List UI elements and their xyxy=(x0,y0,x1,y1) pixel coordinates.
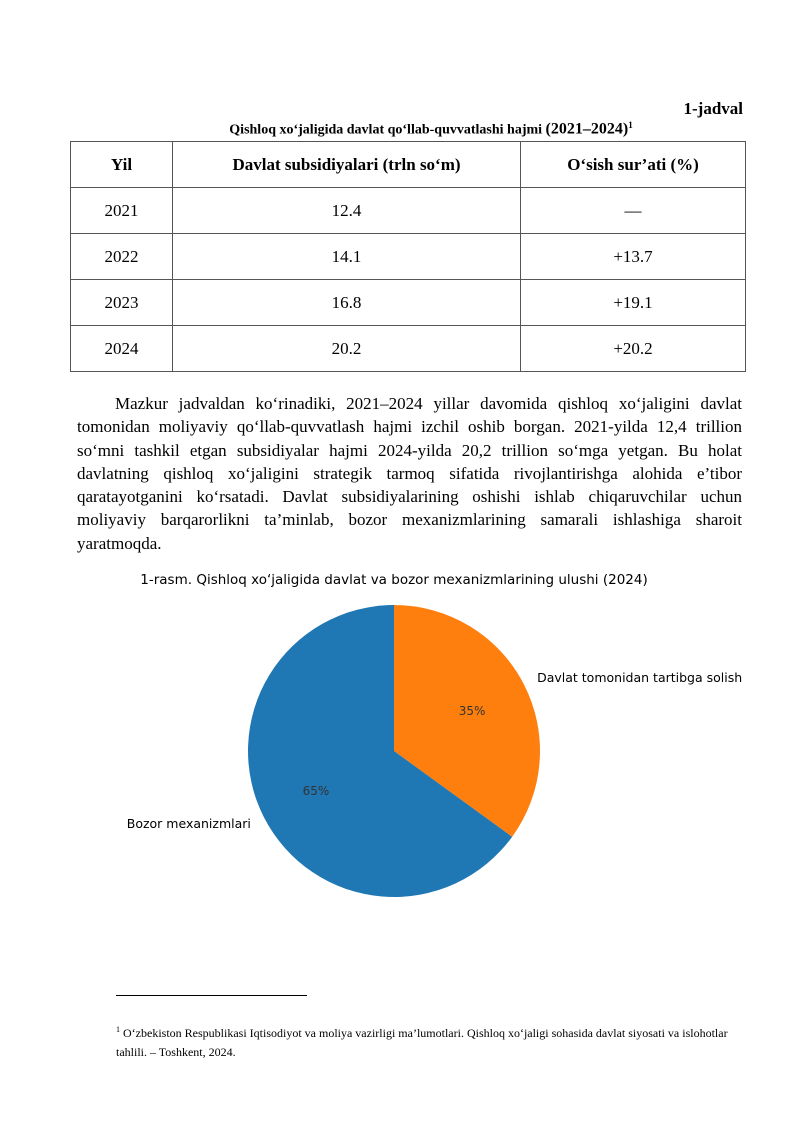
header-year: Yil xyxy=(71,142,173,188)
cell-growth: — xyxy=(521,188,746,234)
table-title-main: Qishloq xo‘jaligida davlat qo‘llab-quvvatlashi hajmi xyxy=(229,122,543,138)
table-row xyxy=(71,234,746,280)
pie-pct-label: 35% xyxy=(458,704,486,719)
table-row xyxy=(71,326,746,372)
cell-year: 2024 xyxy=(71,326,173,372)
cell-year: 2023 xyxy=(71,280,173,326)
footnote xyxy=(116,1020,746,1062)
table-row xyxy=(71,280,746,326)
cell-growth: +20.2 xyxy=(521,326,746,372)
cell-growth: +19.1 xyxy=(521,280,746,326)
pie-category-label: Davlat tomonidan tartibga solish xyxy=(537,670,743,686)
table-header-row xyxy=(71,142,746,188)
footnote-text: O‘zbekiston Respublikasi Iqtisodiyot va moliya vazirligi ma’lumotlari. Qishloq xo‘jaligi sohasida davlat siyosati va islohotlar tahlili. – Toshkent, 2024. xyxy=(116,1026,728,1059)
body-paragraph: Mazkur jadvaldan ko‘rinadiki, 2021–2024 yillar davomida qishloq xo‘jaligini davlat tomonidan moliyaviy qo‘llab-quvvatlash hajmi izchil oshib borgan. 2021-yilda 12,4 trillion so‘mni tashkil etgan subsidiyalar hajmi 2024-yilda 20,2 trillion so‘mga yetgan. Bu holat davlatning qishloq xo‘jaligini strategik tarmoq sifatida rivojlantirishga alohida e’tibor qaratayotganini ko‘rsatadi. Davlat subsidiyalarining oshishi ishlab chiqaruvchilar uchun moliyaviy barqarorlikni ta’minlab, bozor mexanizmlarining samarali ishlashiga sharoit yaratmoqda. xyxy=(77,394,742,553)
pie-chart xyxy=(0,560,800,920)
pie-pct-label: 65% xyxy=(302,783,330,798)
pie-slices xyxy=(127,605,742,897)
cell-subsidy: 12.4 xyxy=(173,188,521,234)
cell-year: 2022 xyxy=(71,234,173,280)
cell-subsidy: 20.2 xyxy=(173,326,521,372)
table-title-years: (2021–2024) xyxy=(545,120,629,138)
footnote-divider xyxy=(116,995,307,996)
table-title xyxy=(0,120,800,139)
cell-subsidy: 14.1 xyxy=(173,234,521,280)
header-subsidies: Davlat subsidiyalari (trln so‘m) xyxy=(173,142,521,188)
subsidy-table xyxy=(70,141,746,372)
cell-subsidy: 16.8 xyxy=(173,280,521,326)
footnote-marker: 1 xyxy=(116,1025,120,1034)
footnote-ref: 1 xyxy=(628,120,633,130)
pie-category-label: Bozor mexanizmlari xyxy=(126,815,251,831)
table-label: 1-jadval xyxy=(683,99,743,118)
cell-year: 2021 xyxy=(71,188,173,234)
table-row xyxy=(71,188,746,234)
chart-title: 1-rasm. Qishloq xo‘jaligida davlat va bozor mexanizmlarining ulushi (2024) xyxy=(140,572,648,588)
cell-growth: +13.7 xyxy=(521,234,746,280)
header-growth: O‘sish sur’ati (%) xyxy=(521,142,746,188)
